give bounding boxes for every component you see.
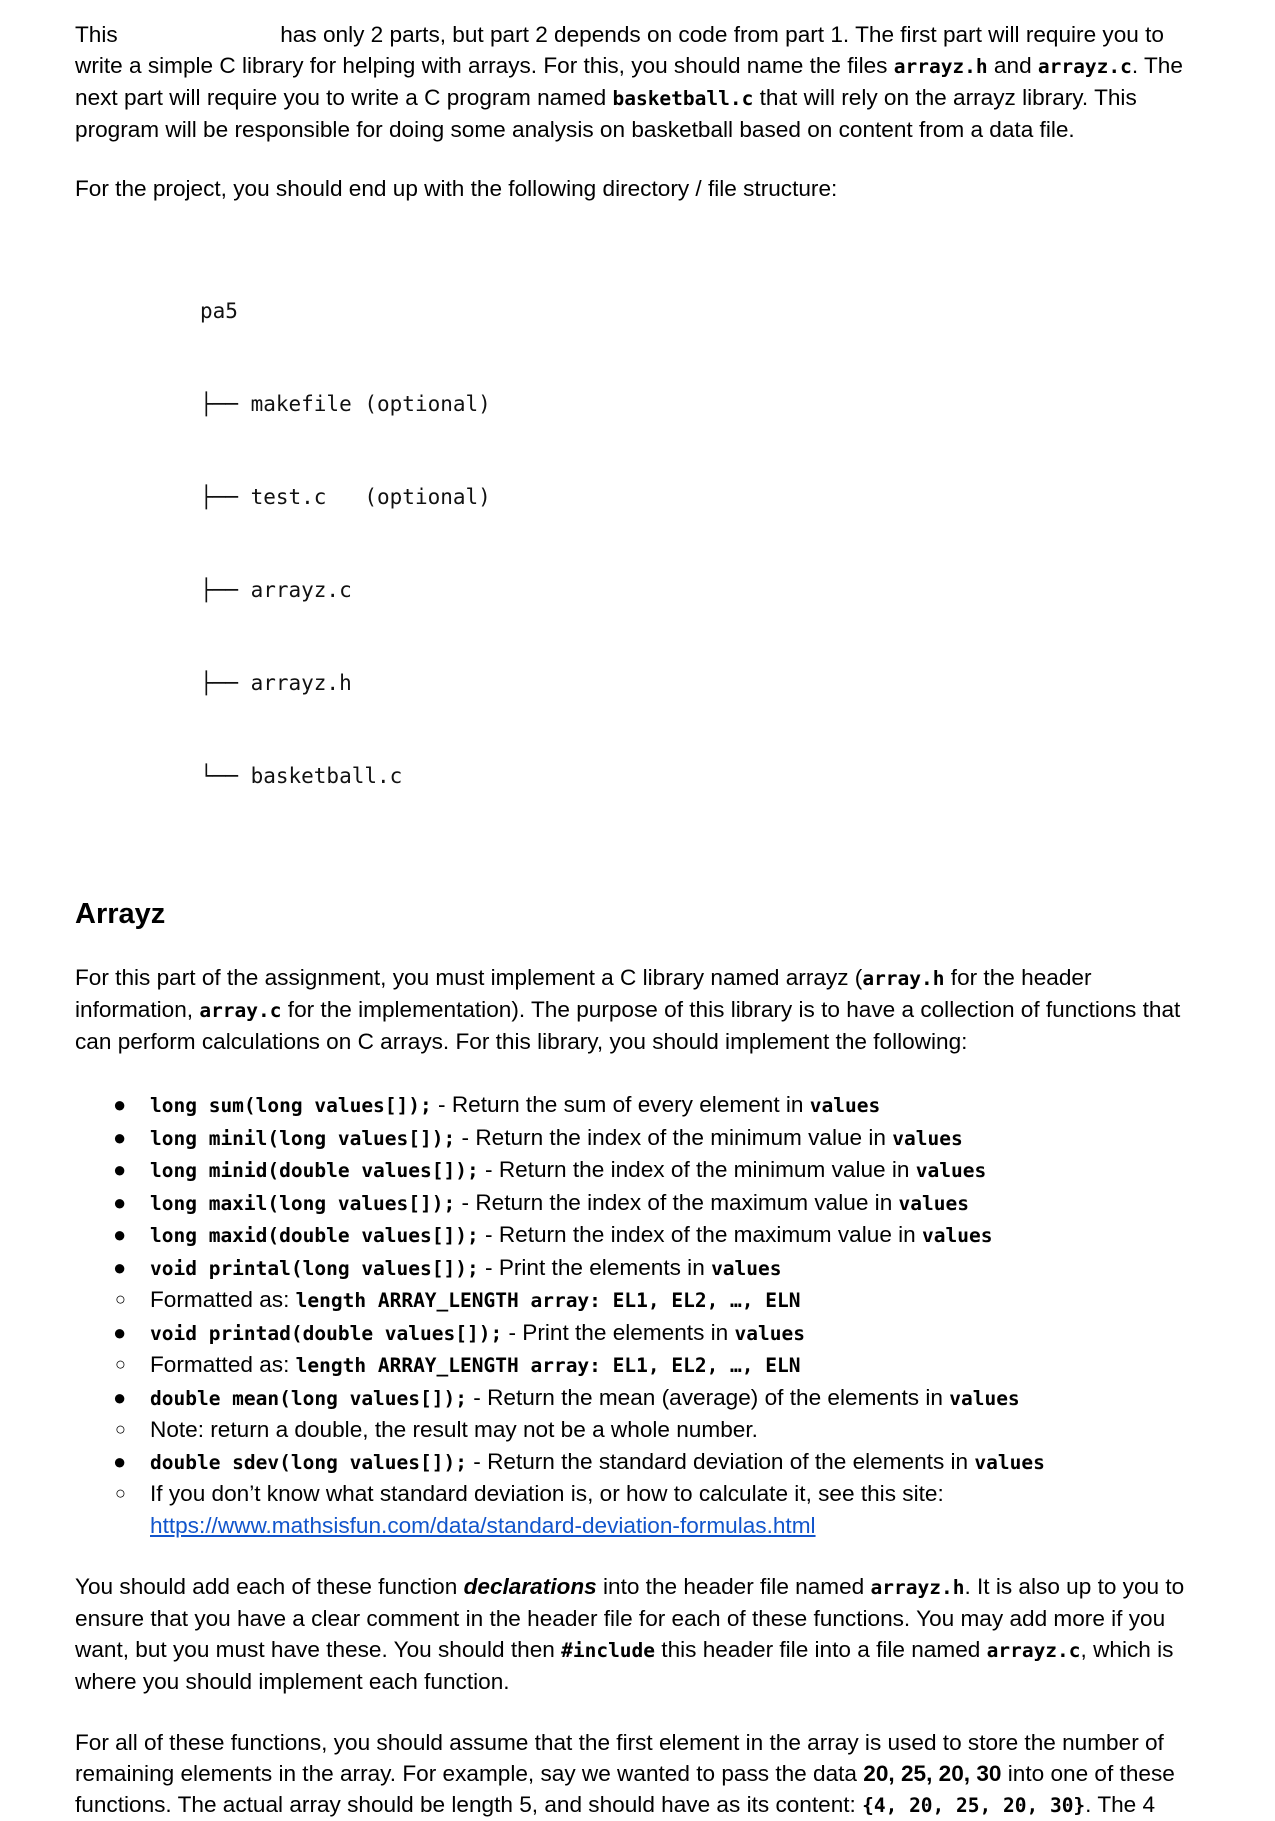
bullet-icon: ● xyxy=(113,1448,127,1474)
function-sub-list xyxy=(115,1414,1205,1446)
arrayz-intro xyxy=(75,962,1205,1057)
note-text: Formatted as: xyxy=(150,1287,296,1312)
include-code: #include xyxy=(561,1639,656,1662)
function-list xyxy=(75,1089,1205,1541)
format-code: length ARRAY_LENGTH array: EL1, EL2, …, ELN xyxy=(295,1289,801,1312)
intro-paragraph xyxy=(75,19,1205,145)
function-note xyxy=(75,1414,1205,1446)
circle-bullet-icon: ○ xyxy=(115,1419,126,1439)
tree-branch: ├── xyxy=(200,392,251,416)
tree-item xyxy=(200,668,1205,699)
function-note xyxy=(75,1349,1205,1382)
function-signature: void printad(double values[]); xyxy=(150,1321,503,1345)
std-dev-link[interactable]: https://www.mathsisfun.com/data/standard-deviation-formulas.html xyxy=(150,1512,816,1538)
body-text: for the implementation). The purpose of this library is to have a collection of functions that can perform calculations on C arrays. For this library, you should implement the following: xyxy=(75,997,1181,1054)
tree-file-name: arrayz.h xyxy=(250,671,352,695)
tree-branch: ├── xyxy=(200,485,251,509)
format-code: length ARRAY_LENGTH array: EL1, EL2, …, ELN xyxy=(295,1354,801,1377)
intro-text: This xyxy=(75,22,124,47)
bullet-icon: ● xyxy=(113,1189,127,1215)
intro-text: that will rely on the arrayz library. This program will be responsible for doing some analysis on basketball based on content from a data file. xyxy=(75,85,1137,142)
function-item xyxy=(75,1089,1205,1122)
body-text: You should add each of these function xyxy=(75,1574,464,1599)
bullet-icon: ● xyxy=(113,1319,127,1345)
body-text: , which is where you should implement each function. xyxy=(75,1637,1174,1694)
tree-file-name: test.c (optional) xyxy=(250,485,491,509)
function-signature: long sum(long values[]); xyxy=(150,1094,432,1117)
filename-code: array.c xyxy=(199,999,282,1022)
function-arg: values xyxy=(898,1191,969,1215)
declarations-paragraph xyxy=(75,1571,1205,1697)
function-arg: values xyxy=(734,1321,805,1345)
function-signature: long minil(long values[]); xyxy=(150,1126,456,1150)
tree-item xyxy=(200,761,1205,792)
tree-branch: ├── xyxy=(200,671,251,695)
circle-bullet-icon: ○ xyxy=(115,1289,126,1309)
function-signature: long maxil(long values[]); xyxy=(150,1191,456,1215)
function-sub-list xyxy=(115,1284,1205,1317)
tree-file-name: arrayz.c xyxy=(250,578,352,602)
tree-root: pa5 xyxy=(200,299,238,323)
tree-file-name: basketball.c xyxy=(250,764,403,788)
example-data: 20, 25, 20, 30 xyxy=(863,1761,1002,1786)
function-arg: values xyxy=(892,1126,963,1150)
function-item xyxy=(75,1252,1205,1317)
function-signature: double sdev(long values[]); xyxy=(150,1450,467,1474)
filename-code: array.h xyxy=(862,967,945,990)
body-text: . The 4 xyxy=(1085,1792,1156,1817)
body-text: for the header information, xyxy=(75,965,1092,1022)
function-description: - Return the index of the minimum value in xyxy=(455,1124,893,1150)
body-text: this header file into a file named xyxy=(655,1637,987,1662)
function-sub-list xyxy=(115,1349,1205,1382)
bullet-icon: ● xyxy=(113,1157,127,1182)
document-page xyxy=(75,19,1205,1821)
bullet-icon: ● xyxy=(113,1124,127,1150)
tree-branch: └── xyxy=(200,764,251,788)
function-arg: values xyxy=(915,1159,987,1182)
function-description: - Return the index of the minimum value in xyxy=(478,1157,916,1182)
function-arg: values xyxy=(809,1094,881,1117)
array-format-paragraph xyxy=(75,1727,1205,1821)
function-item xyxy=(75,1317,1205,1382)
function-description: - Print the elements in xyxy=(502,1319,735,1345)
function-item xyxy=(75,1154,1205,1187)
tree-item xyxy=(200,575,1205,606)
function-signature: double mean(long values[]); xyxy=(150,1386,467,1410)
body-text: For this part of the assignment, you must implement a C library named arrayz ( xyxy=(75,965,863,990)
body-text: . It is also up to you to ensure that you have a clear comment in the header file for each of these functions. You may add more if you want, but you must have these. You should then xyxy=(75,1574,1185,1662)
section-heading: Arrayz xyxy=(75,898,166,930)
function-sub-list xyxy=(115,1478,1205,1541)
function-item xyxy=(75,1219,1205,1252)
function-description: - Return the mean (average) of the elements in xyxy=(466,1384,950,1410)
function-description: - Return the index of the maximum value in xyxy=(478,1222,923,1247)
function-note xyxy=(75,1478,1205,1541)
function-signature: long maxid(double values[]); xyxy=(150,1224,479,1247)
filename-code: arrayz.c xyxy=(986,1639,1081,1662)
function-arg: values xyxy=(949,1386,1020,1410)
function-signature: long minid(double values[]); xyxy=(150,1159,479,1182)
function-arg: values xyxy=(974,1450,1045,1474)
array-code: {4, 20, 25, 20, 30} xyxy=(862,1794,1086,1817)
tree-file-name: makefile (optional) xyxy=(250,392,491,416)
structure-intro: For the project, you should end up with the following directory / file structure: xyxy=(75,176,838,201)
filename-code: arrayz.h xyxy=(870,1576,965,1599)
function-item xyxy=(75,1122,1205,1155)
emphasis-text: declarations xyxy=(463,1574,597,1599)
function-item xyxy=(75,1446,1205,1542)
body-text: into the header file named xyxy=(596,1574,871,1599)
tree-item xyxy=(200,389,1205,420)
tree-item xyxy=(200,482,1205,513)
body-text: For all of these functions, you should assume that the first element in the array is used to store the number of remaining elements in the array. For example, say we wanted to pass the data xyxy=(75,1730,1164,1786)
function-arg: values xyxy=(922,1224,993,1247)
intro-text: and xyxy=(987,53,1038,78)
function-item xyxy=(75,1187,1205,1220)
tree-branch: ├── xyxy=(200,578,251,602)
circle-bullet-icon: ○ xyxy=(115,1354,126,1374)
circle-bullet-icon: ○ xyxy=(115,1483,126,1503)
bullet-icon: ● xyxy=(113,1092,127,1117)
filename-code: arrayz.c xyxy=(1037,55,1132,78)
note-text: Note: return a double, the result may not be a whole number. xyxy=(150,1417,758,1442)
function-description: - Return the standard deviation of the elements in xyxy=(466,1448,975,1474)
function-arg: values xyxy=(711,1256,782,1280)
bullet-icon: ● xyxy=(113,1384,127,1410)
bullet-icon: ● xyxy=(113,1254,127,1280)
function-description: - Print the elements in xyxy=(478,1254,712,1280)
function-signature: void printal(long values[]); xyxy=(150,1256,479,1280)
function-note xyxy=(75,1284,1205,1317)
note-text: Formatted as: xyxy=(150,1352,296,1377)
function-description: - Return the index of the maximum value in xyxy=(455,1189,899,1215)
note-text: If you don’t know what standard deviation is, or how to calculate it, see this site: xyxy=(150,1481,944,1506)
intro-text: . The next part will require you to write a C program named xyxy=(75,53,1183,110)
body-text: into one of these functions. The actual array should be length 5, and should have as its content: xyxy=(75,1761,1175,1817)
function-description: - Return the sum of every element in xyxy=(431,1092,810,1117)
filename-code: basketball.c xyxy=(612,87,754,110)
bullet-icon: ● xyxy=(113,1222,127,1247)
directory-tree xyxy=(200,234,1205,854)
intro-text: has only 2 parts, but part 2 depends on code from part 1. The first part will require you to write a simple C library for helping with arrays. For this, you should name the files xyxy=(75,22,1164,78)
filename-code: arrayz.h xyxy=(893,55,988,78)
function-item xyxy=(75,1382,1205,1446)
